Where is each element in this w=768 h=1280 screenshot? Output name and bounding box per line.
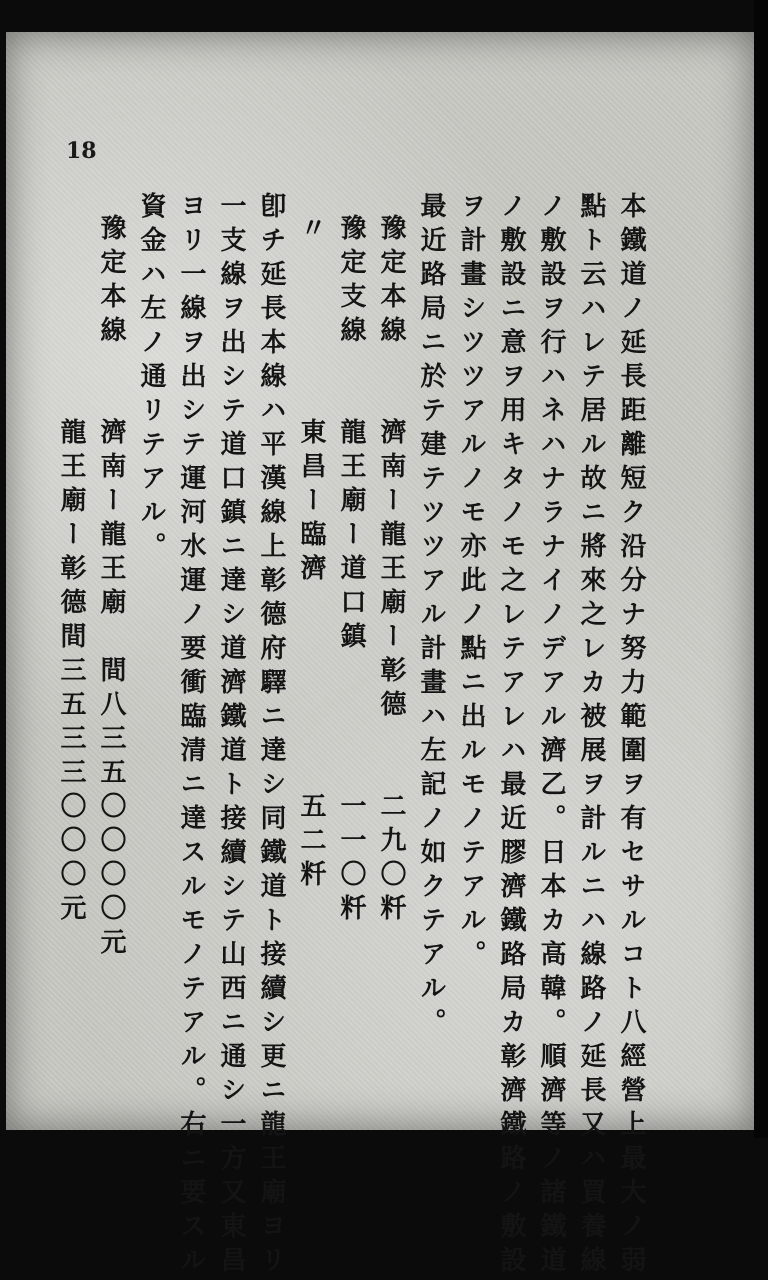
text-column-7: 豫定本線 濟南ー龍王廟ー彰德 二九〇粁: [376, 214, 406, 928]
text-column-9: 〃 東昌ー臨濟 五二粁: [296, 214, 326, 894]
text-column-2: 點ト云ハレテ居ル故ニ將來之レカ被展ヲ計ルニハ線路ノ延長又ハ買養線: [576, 192, 606, 1280]
text-column-8: 豫定支線 龍王廟ー道口鎮 一一〇粁: [336, 214, 366, 928]
scan-border: [754, 0, 768, 1138]
text-column-6: 最近路局ニ於テ建テツツアル計畫ハ左記ノ如クテアル。: [416, 192, 446, 1042]
text-column-5: ヲ計畫シツツアルノモ亦此ノ點ニ出ルモノテアル。: [456, 192, 486, 974]
text-column-15: 龍王廟ー彰德間三五三三〇〇〇元: [56, 214, 86, 928]
text-column-14: 豫定本線 濟南ー龍王廟 間八三五〇〇〇〇元: [96, 214, 126, 962]
document-page: [6, 32, 754, 1280]
text-column-3: ノ敷設ヲ行ハネハナラナイノデアル濟乙。日本カ高韓。順濟等ノ諸鐵道: [536, 192, 566, 1280]
text-column-13: 資金ハ左ノ通リテアル。: [136, 192, 166, 566]
text-column-10: 卽チ延長本線ハ平漢線上彰德府驛ニ達シ同鐵道ト接續シ更ニ龍王廟ヨリ: [256, 192, 286, 1280]
text-column-4: ノ敷設ニ意ヲ用キタノモ之レテアレハ最近膠濟鐵路局カ彰濟鐵路ノ敷設: [496, 192, 526, 1280]
page-number: 18: [66, 138, 97, 164]
text-column-1: 本鐵道ノ延長距離短ク沿分ナ努力範圍ヲ有セサルコト八經營上最大ノ弱: [616, 192, 646, 1280]
text-column-12: ヨリ一線ヲ出シテ運河水運ノ要衝臨清ニ達スルモノテアル。右ニ要スル: [176, 192, 206, 1280]
text-column-11: 一支線ヲ出シテ道口鎮ニ達シ道濟鐵道ト接續シテ山西ニ通シ一方又東昌: [216, 192, 246, 1280]
